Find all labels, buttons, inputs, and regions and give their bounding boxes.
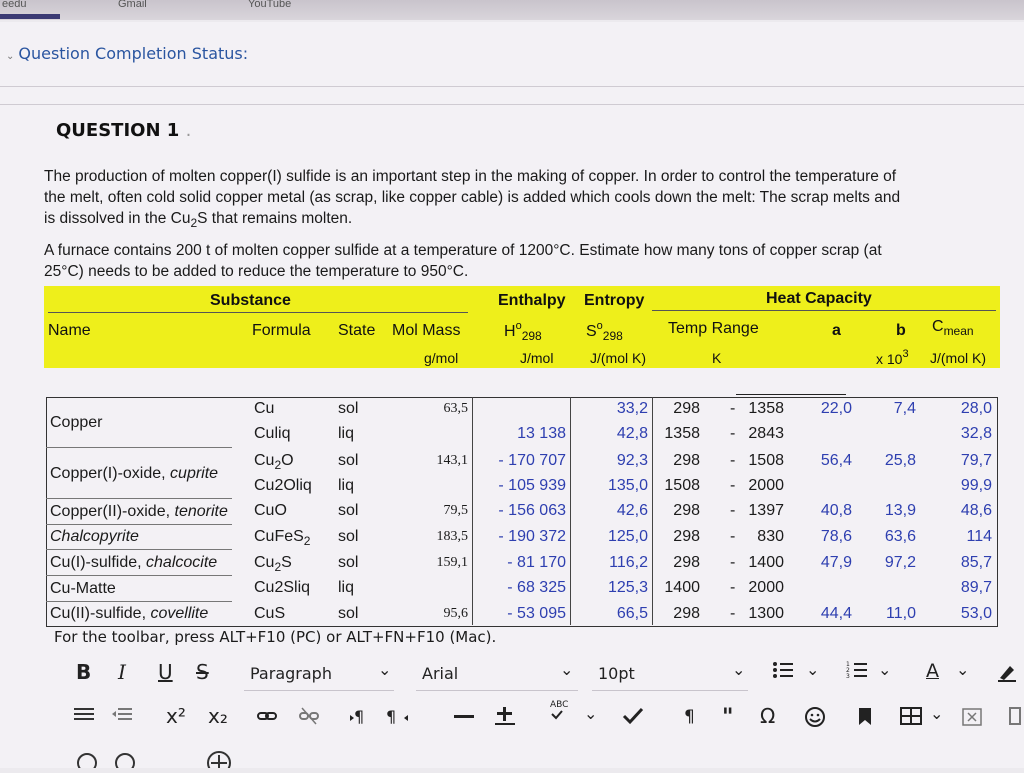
column-divider [652, 397, 653, 625]
formula-subscript: 2 [274, 560, 282, 574]
entropy-cell: 116,2 [609, 554, 648, 571]
name-text: Copper(II)-oxide, [50, 503, 175, 520]
name-text: Cu-Matte [50, 580, 116, 597]
chevron-down-icon[interactable]: ⌄ [560, 660, 574, 679]
unit-enthalpy: J/mol [520, 350, 554, 366]
temp-high-cell: 1400 [748, 554, 784, 571]
enthalpy-cell: 13 138 [517, 425, 566, 442]
state-cell: sol [338, 502, 359, 519]
mol-mass-cell: 159,1 [436, 555, 468, 570]
entropy-cell: 66,5 [616, 605, 648, 622]
cmean-cell: 99,9 [960, 477, 992, 494]
ltr-direction-icon[interactable] [350, 706, 372, 731]
state-cell: liq [338, 425, 355, 442]
subscript-button[interactable]: x₂ [208, 704, 228, 728]
header-enthalpy-symbol [504, 320, 542, 343]
header-substance: Substance [210, 292, 291, 309]
symbol: H [504, 323, 516, 340]
formula-text: Culiq [254, 425, 291, 442]
entropy-cell: 125,0 [607, 528, 648, 545]
name-mineral: tenorite [174, 503, 228, 520]
temp-low-cell: 298 [673, 528, 700, 545]
subscript: 298 [521, 329, 542, 343]
cmean-cell: 48,6 [960, 502, 992, 519]
a-coefficient-cell: 44,4 [820, 605, 852, 622]
formula-cell [254, 452, 294, 474]
b-coefficient-cell: 7,4 [893, 400, 916, 417]
row-divider [46, 575, 232, 576]
formula-text: CuS [254, 605, 286, 622]
unit-b [876, 348, 909, 367]
paragraph-format-select[interactable]: Paragraph [250, 664, 332, 683]
b-coefficient-cell: 97,2 [884, 554, 916, 571]
header-enthalpy: Enthalpy [498, 292, 566, 309]
row-divider [46, 601, 232, 602]
question-text-line: The production of molten copper(I) sulfide is an important step in the making of copper. In order to control the temperature of [44, 168, 897, 185]
temp-low-cell: 298 [673, 502, 700, 519]
header-formula: Formula [252, 322, 311, 339]
substance-name [50, 554, 217, 572]
mol-mass-cell: 183,5 [436, 529, 468, 544]
svg-text:3: 3 [846, 673, 850, 680]
completion-status-label: Question Completion Status: [18, 44, 249, 63]
state-cell: sol [338, 452, 359, 469]
entropy-cell: 42,8 [616, 425, 648, 442]
name-mineral: Chalcopyrite [50, 528, 139, 545]
temp-dash: - [730, 477, 736, 494]
svg-text:¶: ¶ [386, 707, 397, 726]
svg-text:1: 1 [846, 661, 850, 668]
temp-low-cell: 1508 [664, 477, 700, 494]
window-accent-bar [0, 14, 60, 19]
name-mineral: chalcocite [146, 554, 218, 571]
header-entropy-symbol [586, 320, 623, 343]
header-a: a [832, 322, 841, 339]
question-title [56, 120, 191, 141]
unit-text: x 10 [876, 351, 903, 367]
bold-button[interactable]: B [76, 660, 92, 684]
cmean-cell: 53,0 [960, 605, 992, 622]
temp-high-cell: 2000 [748, 477, 784, 494]
unit-temp: K [712, 350, 722, 366]
question-text-line: 25°C) needs to be added to reduce the temperature to 950°C. [44, 263, 469, 280]
unit-cmean: J/(mol K) [930, 350, 986, 366]
formula-cell [254, 579, 310, 601]
temp-range-rule [736, 394, 846, 395]
enthalpy-cell: - 170 707 [498, 452, 566, 469]
svg-text:": " [722, 706, 734, 726]
header-rule [48, 312, 468, 313]
paragraph-mark-icon[interactable] [684, 706, 700, 731]
subscript: 2 [190, 216, 198, 230]
bookmark-youtube[interactable]: YouTube [248, 0, 292, 10]
header-temp-range: Temp Range [668, 320, 759, 337]
browser-bookmarks-bar [0, 0, 1024, 20]
formula-text: S [281, 554, 292, 571]
strikethrough-button[interactable]: S [196, 660, 209, 684]
header-mol-mass: Mol Mass [392, 322, 461, 339]
divider [0, 86, 1024, 87]
remove-format-icon[interactable] [962, 708, 982, 731]
header-rule [652, 310, 996, 311]
name-mineral: cuprite [170, 465, 219, 482]
temp-high-cell: 1397 [748, 502, 784, 519]
link-icon[interactable] [256, 706, 278, 731]
name-text: Cu(II)-sulfide, [50, 605, 151, 622]
a-coefficient-cell: 22,0 [820, 400, 852, 417]
unit-mol-mass: g/mol [424, 350, 459, 366]
formula-cell [254, 400, 274, 422]
name-text: Copper [50, 414, 103, 431]
temp-low-cell: 298 [673, 605, 700, 622]
substance-name [50, 605, 208, 623]
enthalpy-cell: - 81 170 [507, 554, 566, 571]
cmean-cell: 79,7 [960, 452, 992, 469]
temp-dash: - [730, 579, 736, 596]
superscript: 3 [902, 348, 909, 360]
formula-text: Cu [254, 554, 275, 571]
bookmark-eedu[interactable]: eedu [2, 0, 27, 10]
temp-high-cell: 1358 [748, 400, 784, 417]
chevron-down-icon[interactable]: ⌄ [378, 660, 392, 679]
undo-icon[interactable] [76, 752, 98, 773]
chevron-down-icon[interactable]: ⌄ [806, 660, 820, 679]
b-coefficient-cell: 11,0 [886, 605, 916, 622]
spellcheck-label: ABC [550, 700, 569, 710]
temp-high-cell: 830 [757, 528, 784, 545]
row-divider [46, 447, 232, 448]
chevron-down-icon[interactable]: ⌄ [6, 51, 15, 62]
mol-mass-cell: 63,5 [443, 401, 468, 416]
name-text: Cu(I)-sulfide, [50, 554, 147, 571]
question-title-dot: . [185, 120, 192, 141]
question-text-line [44, 208, 352, 234]
blockquote-icon[interactable] [722, 706, 740, 731]
spellcheck-button[interactable] [550, 700, 568, 723]
enthalpy-cell: - 105 939 [498, 477, 566, 494]
temp-dash: - [730, 528, 736, 545]
name-text: Copper(I)-oxide, [50, 465, 171, 482]
bookmark-gmail[interactable]: Gmail [118, 0, 147, 10]
underline-button[interactable]: U [158, 660, 173, 684]
formula-checkmark-icon[interactable] [622, 706, 644, 731]
entropy-cell: 33,2 [616, 400, 648, 417]
enthalpy-cell: - 190 372 [498, 528, 566, 545]
temp-low-cell: 298 [673, 400, 700, 417]
temp-high-cell: 1508 [748, 452, 784, 469]
superscript: o [515, 320, 522, 332]
formula-cell [254, 528, 310, 550]
a-coefficient-cell: 56,4 [820, 452, 852, 469]
entropy-cell: 92,3 [616, 452, 648, 469]
temp-low-cell: 298 [673, 554, 700, 571]
unit-entropy: J/(mol K) [590, 350, 646, 366]
b-coefficient-cell: 63,6 [884, 528, 916, 545]
help-icon[interactable] [114, 752, 136, 773]
svg-text:2: 2 [846, 667, 850, 674]
align-justify-icon[interactable] [74, 706, 94, 729]
column-divider [472, 397, 473, 625]
entropy-cell: 125,3 [607, 579, 648, 596]
row-divider [46, 549, 232, 550]
add-circle-icon[interactable] [206, 750, 232, 773]
temp-dash: - [730, 400, 736, 417]
header-name: Name [48, 322, 91, 339]
text-color-button[interactable]: A [926, 660, 939, 682]
numbered-list-icon[interactable] [846, 660, 868, 685]
state-cell: sol [338, 554, 359, 571]
special-character-button[interactable]: Ω [760, 704, 776, 728]
state-cell: liq [338, 477, 355, 494]
chevron-down-icon[interactable]: ⌄ [584, 704, 598, 723]
cmean-cell: 28,0 [960, 400, 992, 417]
temp-high-cell: 2000 [748, 579, 784, 596]
formula-cell [254, 477, 312, 499]
font-size-select[interactable]: 10pt [598, 664, 635, 683]
substance-name [50, 465, 218, 483]
substance-name [50, 580, 116, 598]
toolbar-hint: For the toolbar, press ALT+F10 (PC) or ALT+FN+F10 (Mac). [54, 628, 497, 646]
a-coefficient-cell: 40,8 [820, 502, 852, 519]
superscript-button[interactable]: x² [166, 704, 186, 728]
formula-text: O [281, 452, 294, 469]
a-coefficient-cell: 47,9 [820, 554, 852, 571]
outdent-icon[interactable] [112, 706, 132, 729]
table-icon[interactable] [900, 706, 922, 731]
temp-high-cell: 1300 [748, 605, 784, 622]
header-cmean [932, 318, 974, 338]
row-divider [46, 498, 232, 499]
temp-low-cell: 1358 [664, 425, 700, 442]
formula-cell [254, 425, 290, 447]
temp-dash: - [730, 452, 736, 469]
highlight-pen-icon[interactable] [996, 662, 1018, 687]
superscript: o [596, 320, 603, 332]
formula-cell [254, 554, 292, 576]
row-divider [46, 524, 232, 525]
horizontal-rule-icon[interactable] [454, 706, 474, 731]
divider [0, 104, 1024, 105]
formula-cell [254, 502, 287, 524]
a-coefficient-cell: 78,6 [820, 528, 852, 545]
text-fragment: S that remains molten. [197, 210, 353, 227]
enthalpy-cell: - 53 095 [507, 605, 566, 622]
chevron-down-icon[interactable]: ⌄ [732, 660, 746, 679]
temp-dash: - [730, 554, 736, 571]
entropy-cell: 135,0 [607, 477, 648, 494]
state-cell: sol [338, 605, 359, 622]
bookmark-icon[interactable] [858, 708, 872, 731]
substance-name [50, 528, 139, 546]
name-mineral: covellite [150, 605, 209, 622]
header-entropy: Entropy [584, 292, 645, 309]
question-text-line: A furnace contains 200 t of molten copper sulfide at a temperature of 1200°C. Estimate how many tons of copper scrap (at [44, 242, 882, 259]
unlink-icon[interactable] [298, 706, 320, 731]
header-b: b [896, 322, 906, 339]
temp-high-cell: 2843 [748, 425, 784, 442]
formula-subscript: 2 [274, 458, 282, 472]
subscript: mean [943, 324, 974, 338]
mol-mass-cell: 95,6 [443, 606, 468, 621]
temp-low-cell: 298 [673, 452, 700, 469]
select-underline [592, 690, 748, 691]
chevron-down-icon[interactable]: ⌄ [930, 704, 944, 723]
header-state: State [338, 322, 376, 339]
insert-plus-icon[interactable] [494, 704, 516, 731]
mol-mass-cell: 79,5 [443, 503, 468, 518]
state-cell: sol [338, 528, 359, 545]
text-fragment: is dissolved in the Cu [44, 210, 191, 227]
temp-low-cell: 1400 [664, 579, 700, 596]
substance-name [50, 414, 102, 432]
formula-text: CuO [254, 502, 287, 519]
state-cell: liq [338, 579, 355, 596]
column-divider [570, 397, 571, 625]
symbol: S [586, 323, 597, 340]
chevron-down-icon[interactable]: ⌄ [956, 660, 970, 679]
formula-text: Cu2Sliq [254, 579, 311, 596]
header-heat-capacity: Heat Capacity [766, 290, 872, 307]
formula-subscript: 2 [303, 534, 311, 548]
question-text-line: the melt, often cold solid copper metal (as scrap, like copper cable) is added which cools down the melt: The scrap melts and [44, 189, 901, 206]
temp-dash: - [730, 425, 736, 442]
state-cell: sol [338, 400, 359, 417]
formula-text: Cu [254, 452, 275, 469]
svg-text:¶: ¶ [354, 707, 365, 726]
formula-text: Cu2Oliq [254, 477, 312, 494]
cmean-cell: 89,7 [960, 579, 992, 596]
b-coefficient-cell: 25,8 [884, 452, 916, 469]
select-underline [244, 690, 394, 691]
more-tools-icon[interactable] [1008, 706, 1024, 731]
cmean-cell: 114 [966, 528, 992, 545]
enthalpy-cell: - 68 325 [507, 579, 566, 596]
chevron-down-icon[interactable]: ⌄ [878, 660, 892, 679]
entropy-cell: 42,6 [616, 502, 648, 519]
symbol: C [932, 318, 944, 335]
enthalpy-cell: - 156 063 [498, 502, 566, 519]
font-family-select[interactable]: Arial [422, 664, 459, 683]
select-underline [416, 690, 578, 691]
formula-cell [254, 605, 285, 627]
subscript: 298 [602, 329, 623, 343]
temp-dash: - [730, 605, 736, 622]
emoticon-icon[interactable] [804, 706, 826, 733]
question-title-text: QUESTION 1 [56, 120, 180, 141]
cmean-cell: 32,8 [960, 425, 992, 442]
italic-button[interactable]: I [118, 660, 126, 684]
cmean-cell: 85,7 [960, 554, 992, 571]
temp-dash: - [730, 502, 736, 519]
b-coefficient-cell: 13,9 [884, 502, 916, 519]
formula-text: CuFeS [254, 528, 304, 545]
svg-text:¶: ¶ [684, 707, 695, 726]
rtl-direction-icon[interactable] [386, 706, 408, 731]
question-completion-status[interactable] [6, 44, 248, 63]
formula-text: Cu [254, 400, 275, 417]
bullet-list-icon[interactable] [772, 660, 794, 685]
substance-name [50, 503, 228, 521]
mol-mass-cell: 143,1 [436, 453, 468, 468]
